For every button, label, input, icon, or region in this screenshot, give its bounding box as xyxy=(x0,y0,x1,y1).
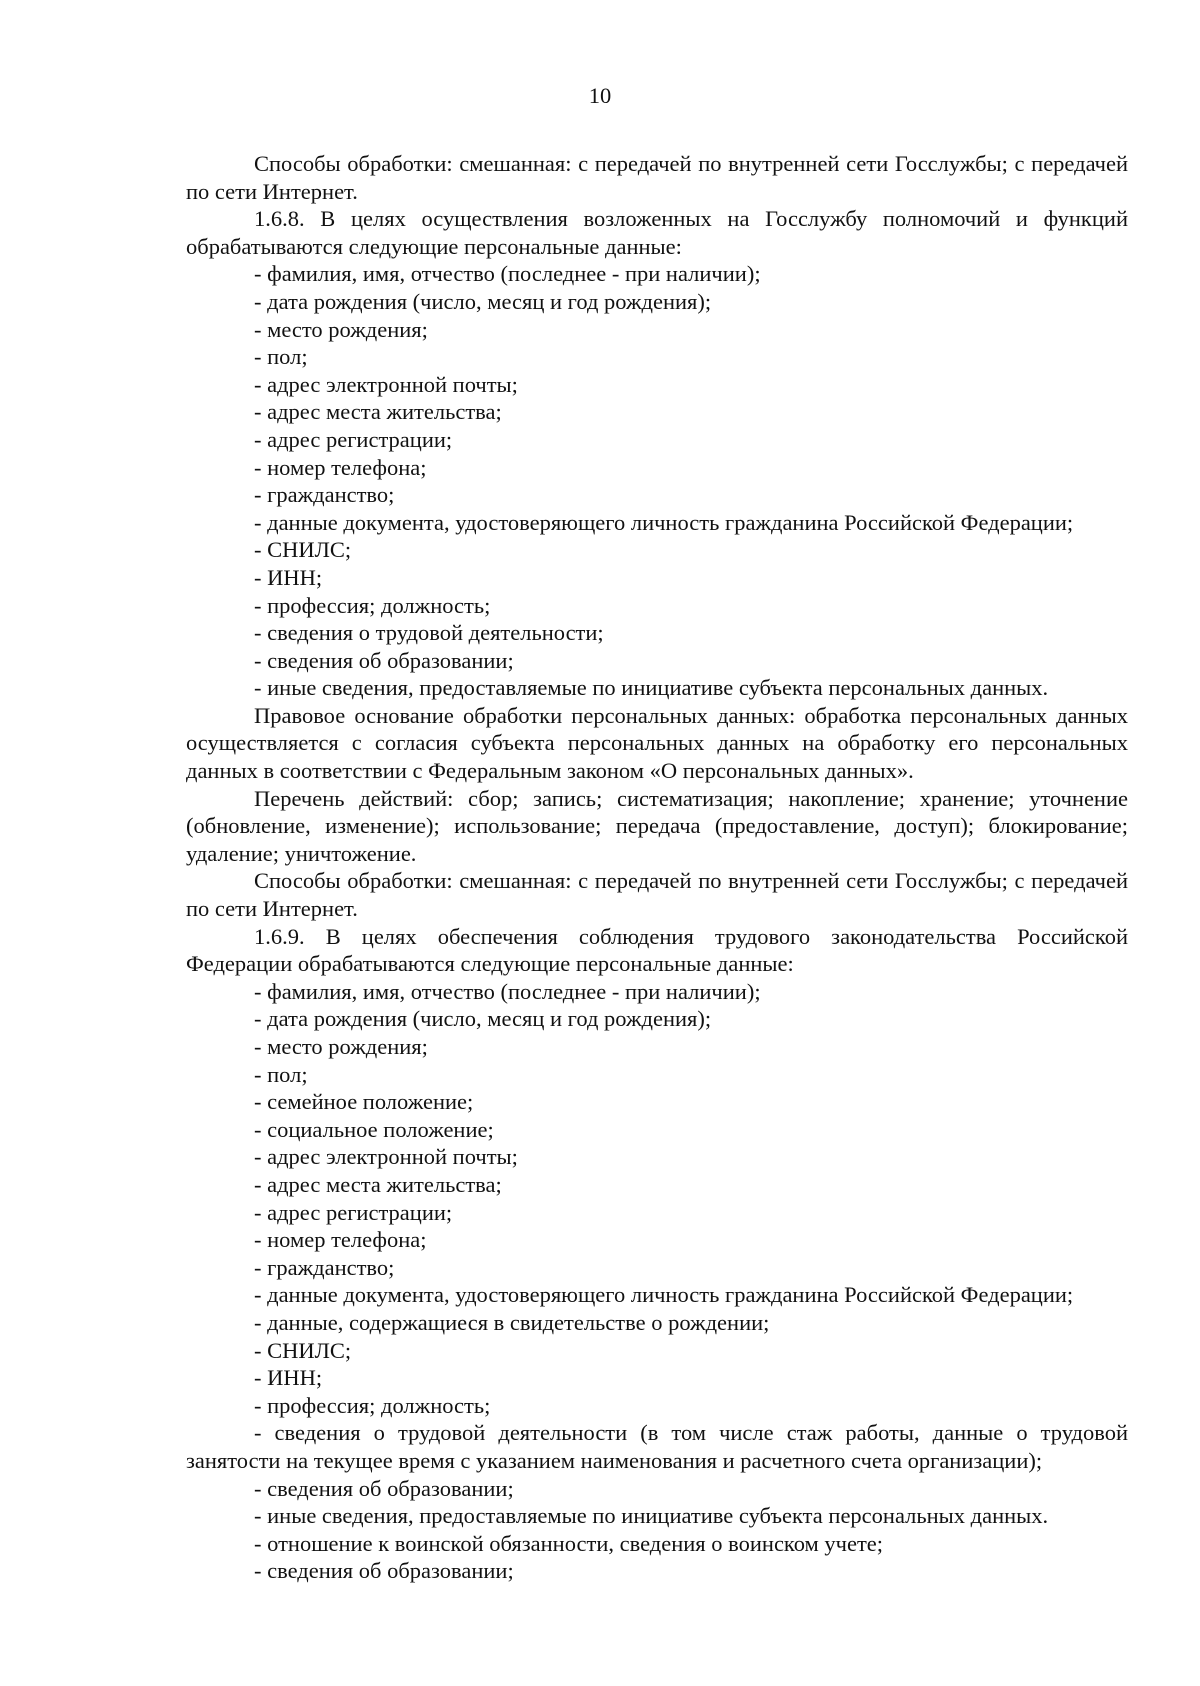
list-item: - адрес регистрации; xyxy=(254,1199,453,1225)
list-item: - семейное положение; xyxy=(254,1089,474,1115)
list-item: - гражданство; xyxy=(254,482,395,508)
list-item: - адрес места жительства; xyxy=(254,1171,502,1197)
paragraph: Перечень действий: сбор; запись; систематизация; накопление; хранение; уточнение (обновление, изменение); использование; передача (предоставление, доступ); блокирование; удаление; уничтожение. xyxy=(186,785,1128,866)
list-item: - данные документа, удостоверяющего личность гражданина Российской Федерации; xyxy=(254,509,1074,535)
list-item: - ИНН; xyxy=(254,564,323,590)
list-item: - сведения об образовании; xyxy=(254,647,514,673)
list-item: - место рождения; xyxy=(254,1034,428,1059)
list-item: - СНИЛС; xyxy=(254,537,352,563)
list-item: - пол; xyxy=(254,1061,308,1087)
document-body xyxy=(186,150,1128,1585)
list-item: - иные сведения, предоставляемые по инициативе субъекта персональных данных. xyxy=(254,675,1049,701)
list-item: - сведения о трудовой деятельности; xyxy=(254,620,604,646)
list-item: - гражданство; xyxy=(254,1254,395,1280)
list-item: - адрес электронной почты; xyxy=(254,371,518,397)
list-item: - сведения о трудовой деятельности (в том числе стаж работы, данные о трудовой занятости на текущее время с указанием наименования и расчетного счета организации); xyxy=(186,1420,1128,1473)
page-number: 10 xyxy=(588,83,612,108)
list-item: - ИНН; xyxy=(254,1365,323,1391)
list-item: - дата рождения (число, месяц и год рождения); xyxy=(254,1006,712,1032)
list-item: - профессия; должность; xyxy=(254,1392,491,1418)
list-item: - фамилия, имя, отчество (последнее - при наличии); xyxy=(254,978,761,1004)
list-item: - номер телефона; xyxy=(254,454,427,480)
list-item: - адрес места жительства; xyxy=(254,399,502,425)
list-item: - пол; xyxy=(254,344,308,370)
list-item: - сведения об образовании; xyxy=(254,1558,514,1584)
paragraph: 1.6.8. В целях осуществления возложенных на Госслужбу полномочий и функций обрабатываются следующие персональные данные: xyxy=(186,206,1128,259)
list-item: - отношение к воинской обязанности, сведения о воинском учете; xyxy=(254,1530,884,1556)
list-item: - иные сведения, предоставляемые по инициативе субъекта персональных данных. xyxy=(254,1503,1049,1529)
list-item: - дата рождения (число, месяц и год рождения); xyxy=(254,288,712,314)
list-item: - место рождения; xyxy=(254,316,428,342)
paragraph: Способы обработки: смешанная: с передачей по внутренней сети Госслужбы; с передачей по сети Интернет. xyxy=(186,868,1128,922)
list-item: - сведения об образовании; xyxy=(254,1475,514,1501)
list-item: - фамилия, имя, отчество (последнее - при наличии); xyxy=(254,261,761,287)
list-item: - номер телефона; xyxy=(254,1227,427,1253)
paragraph: Способы обработки: смешанная: с передачей по внутренней сети Госслужбы; с передачей по сети Интернет. xyxy=(186,151,1128,204)
list-item: - адрес регистрации; xyxy=(254,426,453,452)
list-item: - социальное положение; xyxy=(254,1116,494,1142)
list-item: - СНИЛС; xyxy=(254,1337,352,1363)
list-item: - данные, содержащиеся в свидетельстве о рождении; xyxy=(254,1309,770,1335)
list-item: - адрес электронной почты; xyxy=(254,1144,518,1170)
list-item: - данные документа, удостоверяющего личность гражданина Российской Федерации; xyxy=(254,1282,1074,1308)
paragraph: Правовое основание обработки персональных данных: обработка персональных данных осуществляется с согласия субъекта персональных данных на обработку его персональных данных в соответствии с Федеральным законом «О персональных данных». xyxy=(186,702,1128,784)
paragraph: 1.6.9. В целях обеспечения соблюдения трудового законодательства Российской Федерации обрабатываются следующие персональные данные: xyxy=(186,923,1128,977)
list-item: - профессия; должность; xyxy=(254,592,491,618)
